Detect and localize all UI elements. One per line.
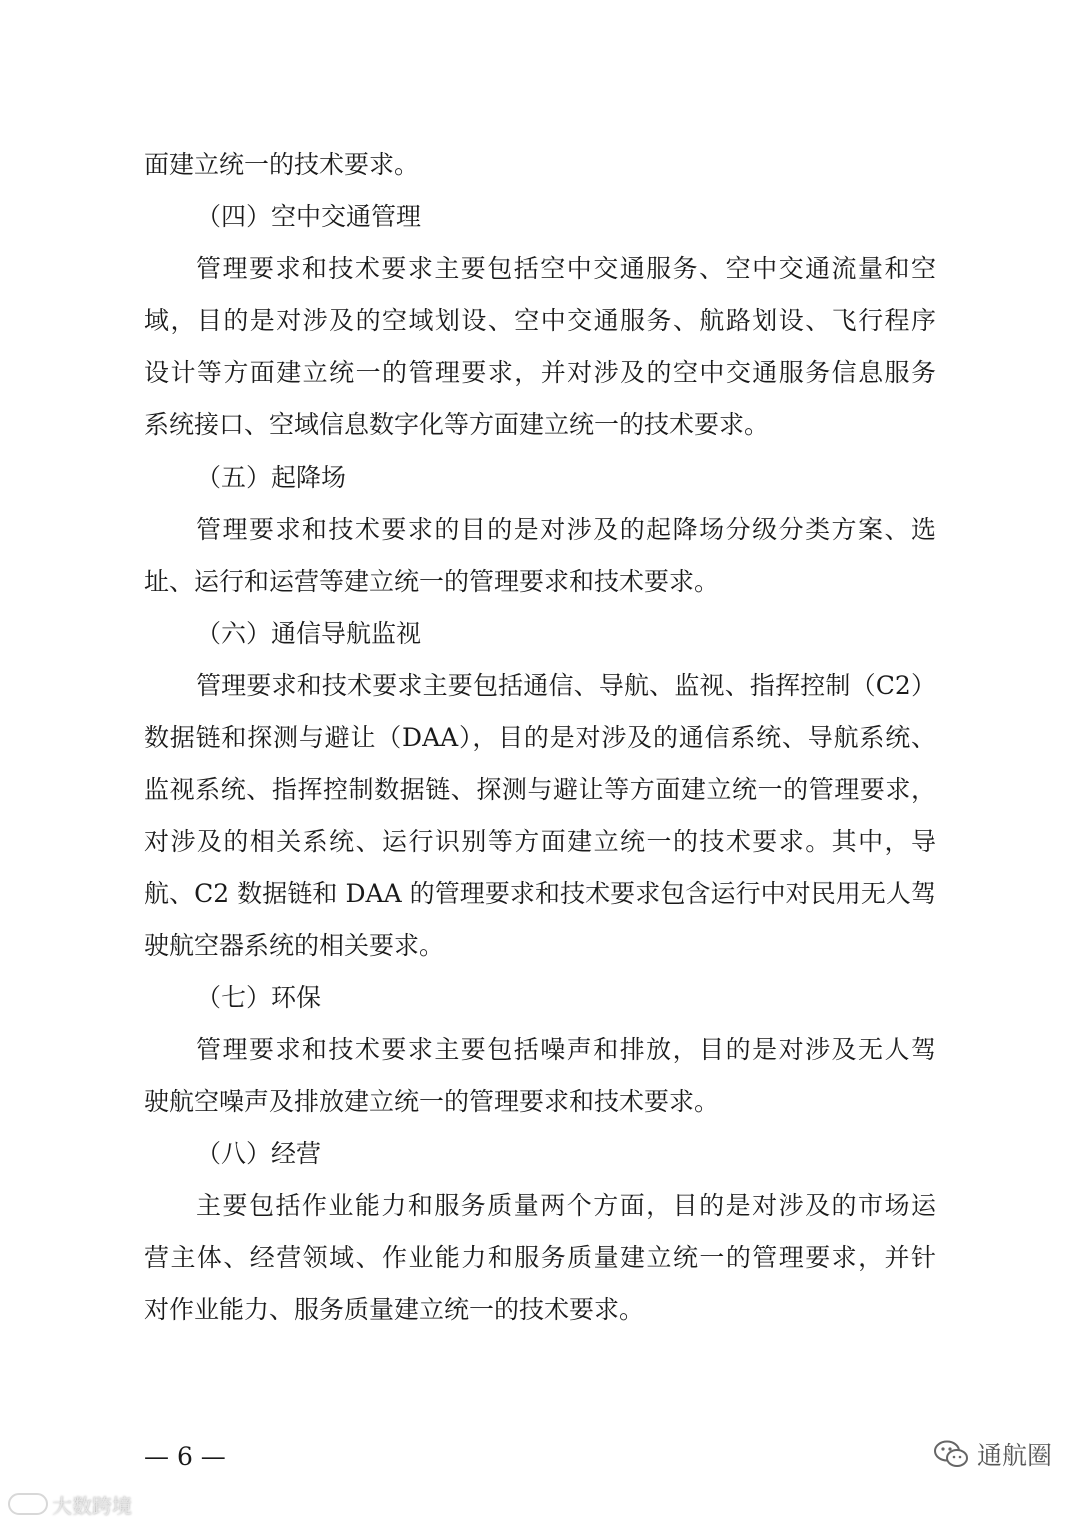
wechat-icon — [933, 1439, 969, 1469]
watermark-left-text: 大数跨境 — [52, 1493, 132, 1518]
cloud-logo-icon — [8, 1493, 48, 1515]
watermark-right-text: 通航圈 — [976, 1441, 1052, 1470]
watermark-left — [8, 1488, 132, 1520]
page-number: — 6 — — [144, 1442, 226, 1471]
watermark-right — [933, 1436, 1052, 1472]
document-page: 面建立统一的技术要求。 （四）空中交通管理 管理要求和技术要求主要包括空中交通服务、空中交通流量和空 域，目的是对涉及的空域划设、空中交通服务、航路划设、飞行程序 设计等方面建立统一的管理要求，并对涉及的空中交通服务信息服务 系统接口、空域信息数字化等方面建立统一的技术要求。 （五）起降场 管理要求和技术要求的目的是对涉及的起降场分级分类方案、选 址、运行和运营等建立统一的管理要求和技术要求。 （六）通信导航监视 管理要求和技术要求主要包括通信、导航、监视、指挥控制（C2） 数据链和探测与避让（DAA），目的是对涉及的通信系统、导航系统、 监视系统、指挥控制数据链、探测与避让等方面建立统一的管理要求， 对涉及的相关系统、运行识别等方面建立统一的技术要求。其中，导 航、C2 数据链和 DAA 的管理要求和技术要求包含运行中对民用无人驾 驶航空器系统的相关要求。 （七）环保 管理要求和技术要求主要包括噪声和排放，目的是对涉及无人驾 驶航空噪声及排放建立统一的管理要求和技术要求。 （八）经营 主要包括作业能力和服务质量两个方面，目的是对涉及的市场运 营主体、经营领域、作业能力和服务质量建立统一的管理要求，并针 对作业能力、服务质量建立统一的技术要求。 — 6 — 大数跨境 通航圈 — [0, 0, 1080, 1526]
